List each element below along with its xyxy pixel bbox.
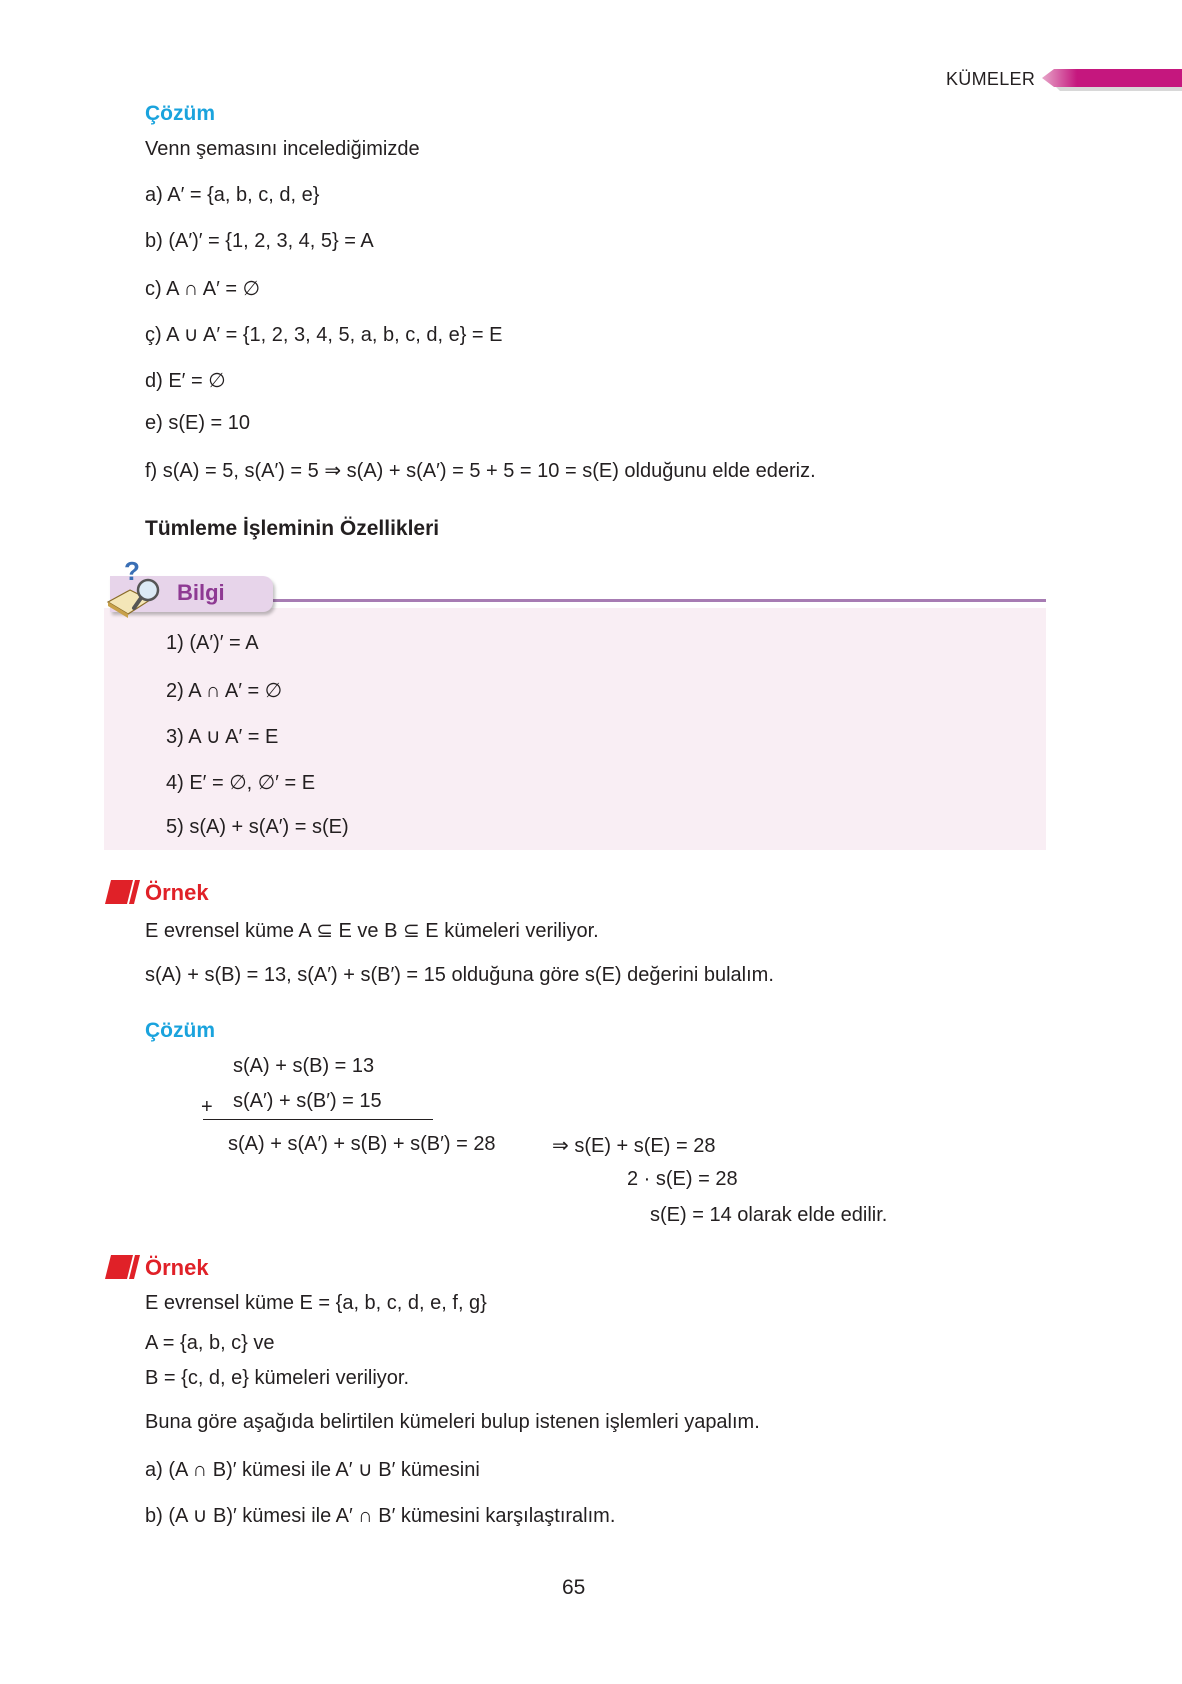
example-text: A = {a, b, c} ve	[145, 1332, 275, 1354]
property-item: 2) A ∩ A′ = ∅	[166, 680, 283, 702]
sum-line	[203, 1119, 433, 1120]
solution-item: ç) A ∪ A′ = {1, 2, 3, 4, 5, a, b, c, d, e} = E	[145, 324, 503, 346]
svg-text:?: ?	[124, 558, 140, 586]
solution-intro: Venn şemasını incelediğimizde	[145, 138, 420, 160]
solution-item: c) A ∩ A′ = ∅	[145, 278, 261, 300]
equation-line: s(A) + s(A′) + s(B) + s(B′) = 28	[228, 1133, 496, 1155]
plus-sign: +	[201, 1096, 213, 1118]
section-heading: Tümleme İşleminin Özellikleri	[145, 517, 440, 540]
example-text: E evrensel küme A ⊆ E ve B ⊆ E kümeleri veriliyor.	[145, 920, 599, 942]
equation-line: ⇒ s(E) + s(E) = 28	[552, 1135, 716, 1157]
solution-item: a) A′ = {a, b, c, d, e}	[145, 184, 320, 206]
example-label: Örnek	[145, 880, 209, 905]
solution-item: f) s(A) = 5, s(A′) = 5 ⇒ s(A) + s(A′) = 5 + 5 = 10 = s(E) olduğunu elde ederiz.	[145, 460, 816, 482]
example-label: Örnek	[145, 1255, 209, 1280]
solution-item: d) E′ = ∅	[145, 370, 226, 392]
example-marker-icon	[103, 1253, 141, 1281]
example-text: B = {c, d, e} kümeleri veriliyor.	[145, 1367, 410, 1389]
equation-line: 2 · s(E) = 28	[627, 1168, 738, 1190]
example-item: b) (A ∪ B)′ kümesi ile A′ ∩ B′ kümesini karşılaştıralım.	[145, 1505, 616, 1527]
example-item: a) (A ∩ B)′ kümesi ile A′ ∪ B′ kümesini	[145, 1459, 480, 1481]
info-box-label: Bilgi	[177, 580, 225, 605]
solution-item: e) s(E) = 10	[145, 412, 251, 434]
solution-label: Çözüm	[145, 1019, 215, 1042]
example-marker-icon	[103, 878, 141, 906]
equation-line: s(A) + s(B) = 13	[233, 1055, 375, 1077]
equation-line: s(E) = 14 olarak elde edilir.	[650, 1204, 888, 1226]
property-item: 5) s(A) + s(A′) = s(E)	[166, 816, 349, 838]
property-item: 4) E′ = ∅, ∅′ = E	[166, 772, 316, 794]
info-box-rule	[270, 599, 1046, 602]
property-item: 1) (A′)′ = A	[166, 632, 259, 654]
chapter-tab-decoration	[1042, 69, 1182, 91]
chapter-title: KÜMELER	[946, 69, 1036, 89]
equation-line: s(A′) + s(B′) = 15	[233, 1090, 382, 1112]
solution-label: Çözüm	[145, 102, 215, 125]
magnifier-book-icon	[104, 558, 170, 620]
solution-item: b) (A′)′ = {1, 2, 3, 4, 5} = A	[145, 230, 374, 252]
page-number: 65	[562, 1576, 586, 1599]
example-text: E evrensel küme E = {a, b, c, d, e, f, g}	[145, 1292, 487, 1314]
example-text: s(A) + s(B) = 13, s(A′) + s(B′) = 15 olduğuna göre s(E) değerini bulalım.	[145, 964, 774, 986]
property-item: 3) A ∪ A′ = E	[166, 726, 279, 748]
example-text: Buna göre aşağıda belirtilen kümeleri bulup istenen işlemleri yapalım.	[145, 1411, 760, 1433]
